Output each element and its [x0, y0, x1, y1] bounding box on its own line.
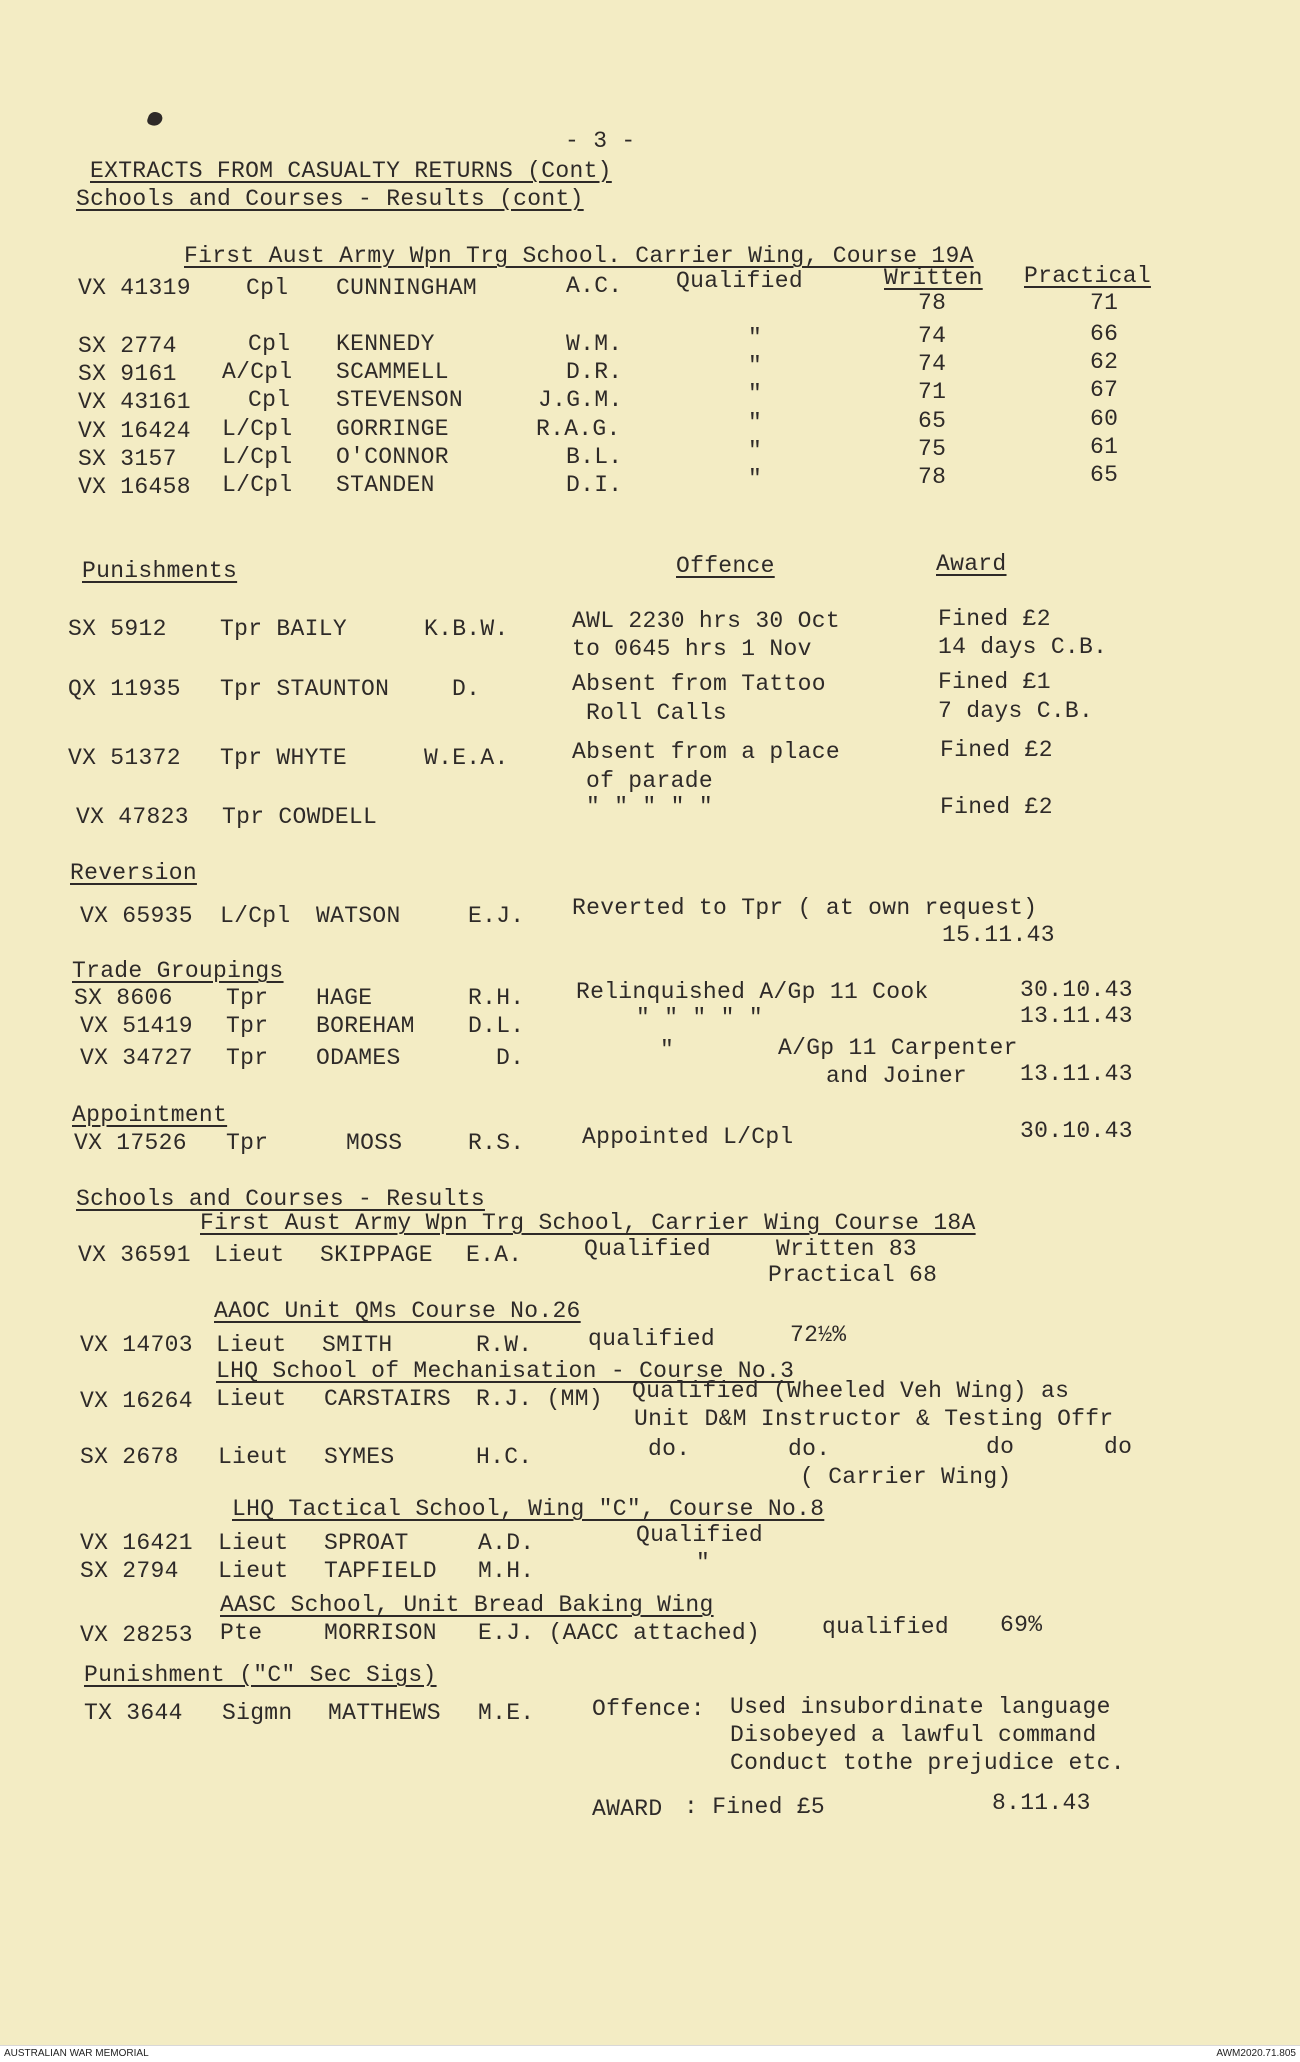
- surname: O'CONNOR: [336, 444, 449, 470]
- initials: A.D.: [478, 1530, 535, 1556]
- ditto: do.: [648, 1436, 691, 1462]
- result: Qualified: [584, 1236, 711, 1262]
- service-number: VX 17526: [74, 1130, 187, 1156]
- trade-text: A/Gp 11 Carpenter: [778, 1035, 1018, 1061]
- practical-score: 60: [1090, 406, 1119, 432]
- surname: SCAMMELL: [336, 359, 449, 385]
- trooper-name: Tpr BAILY: [220, 616, 347, 642]
- rank: Cpl: [246, 275, 289, 301]
- result: qualified: [588, 1326, 715, 1352]
- course-heading: AASC School, Unit Bread Baking Wing: [220, 1592, 714, 1618]
- result: ": [748, 353, 763, 379]
- rank: Tpr: [226, 1130, 269, 1156]
- appointment-heading: Appointment: [72, 1102, 228, 1128]
- offence: Disobeyed a lawful command: [730, 1722, 1097, 1748]
- result: Qualified: [636, 1522, 763, 1548]
- practical-score: 67: [1090, 377, 1119, 403]
- surname: BOREHAM: [316, 1013, 415, 1039]
- service-number: VX 34727: [80, 1045, 193, 1071]
- service-number: VX 16264: [80, 1388, 193, 1414]
- initials: M.H.: [478, 1558, 535, 1584]
- offence-label: Offence:: [592, 1696, 705, 1722]
- surname: GORRINGE: [336, 416, 449, 442]
- trade-text: and Joiner: [826, 1063, 968, 1089]
- service-number: QX 11935: [68, 676, 181, 702]
- trooper-name: Tpr COWDELL: [222, 804, 378, 830]
- written-score: 71: [918, 379, 947, 405]
- course-result-text: ( Carrier Wing): [800, 1464, 1012, 1490]
- award: 14 days C.B.: [938, 634, 1108, 660]
- rank: Tpr: [226, 1013, 269, 1039]
- practical-score: 61: [1090, 434, 1119, 460]
- practical-score: 71: [1090, 290, 1119, 316]
- written-score: 65: [918, 408, 947, 434]
- initials: W.M.: [566, 331, 623, 357]
- offence: of parade: [586, 768, 713, 794]
- course-heading: First Aust Army Wpn Trg School, Carrier Wing Course 18A: [200, 1210, 976, 1236]
- column-header-written: Written: [884, 265, 983, 291]
- surname: SPROAT: [324, 1530, 409, 1556]
- surname: CUNNINGHAM: [336, 275, 478, 301]
- service-number: VX 41319: [78, 275, 191, 301]
- surname: SYMES: [324, 1444, 395, 1470]
- offence: Conduct tothe prejudice etc.: [730, 1750, 1125, 1776]
- service-number: VX 65935: [80, 903, 193, 929]
- service-number: VX 36591: [78, 1242, 191, 1268]
- document-title: EXTRACTS FROM CASUALTY RETURNS (Cont): [90, 158, 612, 184]
- punishment-heading: Punishment ("C" Sec Sigs): [84, 1662, 437, 1688]
- rank: Lieut: [216, 1332, 287, 1358]
- award: : Fined £5: [684, 1794, 826, 1820]
- surname: WATSON: [316, 903, 401, 929]
- initials: R.W.: [476, 1332, 533, 1358]
- result: ": [748, 438, 763, 464]
- result: ": [696, 1550, 711, 1576]
- surname: ODAMES: [316, 1045, 401, 1071]
- rank: Lieut: [214, 1242, 285, 1268]
- rank: L/Cpl: [220, 903, 291, 929]
- surname: STEVENSON: [336, 387, 463, 413]
- initials: W.E.A.: [424, 745, 509, 771]
- trooper-name: Tpr STAUNTON: [220, 676, 390, 702]
- score: 69%: [1000, 1612, 1043, 1638]
- initials: E.J.: [468, 903, 525, 929]
- service-number: VX 16458: [78, 474, 191, 500]
- rank: Lieut: [216, 1386, 287, 1412]
- initials: R.J. (MM): [476, 1386, 603, 1412]
- trade-groupings-heading: Trade Groupings: [72, 958, 284, 984]
- archive-footer: [0, 2045, 1300, 2062]
- ditto: do: [986, 1434, 1015, 1460]
- offence: " " " " ": [586, 794, 713, 820]
- initials: R.A.G.: [536, 416, 621, 442]
- rank: Pte: [220, 1620, 263, 1646]
- column-header-result: Qualified: [676, 268, 803, 294]
- reversion-heading: Reversion: [70, 860, 197, 886]
- reversion-date: 15.11.43: [942, 922, 1055, 948]
- practical-score: 66: [1090, 321, 1119, 347]
- initials: R.H.: [468, 985, 525, 1011]
- result: ": [748, 466, 763, 492]
- initials: M.E.: [478, 1700, 535, 1726]
- rank: Tpr: [226, 1045, 269, 1071]
- initials: D.: [452, 676, 481, 702]
- surname: MOSS: [346, 1130, 403, 1156]
- initials: A.C.: [566, 273, 623, 299]
- rank: Lieut: [218, 1444, 289, 1470]
- service-number: VX 14703: [80, 1332, 193, 1358]
- column-header-practical: Practical: [1024, 263, 1151, 289]
- award-label: AWARD: [592, 1796, 663, 1822]
- trade-text: Relinquished A/Gp 11 Cook: [576, 979, 929, 1005]
- document-subtitle: Schools and Courses - Results (cont): [76, 186, 584, 212]
- course-result-text: Unit D&M Instructor & Testing Offr: [634, 1406, 1114, 1432]
- punishments-heading: Punishments: [82, 558, 238, 584]
- result: ": [748, 410, 763, 436]
- award-date: 8.11.43: [992, 1790, 1091, 1816]
- trade-text: ": [660, 1037, 675, 1063]
- service-number: SX 2794: [80, 1558, 179, 1584]
- reversion-text: Reverted to Tpr ( at own request): [572, 895, 1038, 921]
- trooper-name: Tpr WHYTE: [220, 745, 347, 771]
- initials: D.I.: [566, 472, 623, 498]
- offence: Roll Calls: [586, 700, 728, 726]
- ink-mark: [146, 110, 164, 128]
- trade-date: 30.10.43: [1020, 977, 1133, 1003]
- initials: K.B.W.: [424, 616, 509, 642]
- practical-score: Practical 68: [768, 1262, 938, 1288]
- score: 72½%: [790, 1322, 847, 1348]
- appointment-text: Appointed L/Cpl: [582, 1124, 794, 1150]
- written-score: 78: [918, 290, 947, 316]
- course-heading: LHQ Tactical School, Wing "C", Course No.8: [232, 1496, 825, 1522]
- initials: D.L.: [468, 1013, 525, 1039]
- surname: STANDEN: [336, 472, 435, 498]
- surname: TAPFIELD: [324, 1558, 437, 1584]
- course-heading: LHQ School of Mechanisation - Course No.3: [216, 1358, 795, 1384]
- rank: Sigmn: [222, 1700, 293, 1726]
- result: ": [748, 381, 763, 407]
- column-header-offence: Offence: [676, 553, 775, 579]
- course-heading: First Aust Army Wpn Trg School. Carrier Wing, Course 19A: [184, 243, 974, 269]
- written-score: 75: [918, 436, 947, 462]
- award: 7 days C.B.: [938, 698, 1094, 724]
- appointment-date: 30.10.43: [1020, 1118, 1133, 1144]
- service-number: SX 2774: [78, 333, 177, 359]
- service-number: SX 2678: [80, 1444, 179, 1470]
- rank: L/Cpl: [222, 444, 293, 470]
- service-number: VX 47823: [76, 804, 189, 830]
- offence: Used insubordinate language: [730, 1694, 1111, 1720]
- initials: E.A.: [466, 1242, 523, 1268]
- result: qualified: [822, 1614, 949, 1640]
- rank: A/Cpl: [222, 359, 293, 385]
- course-heading: AAOC Unit QMs Course No.26: [214, 1298, 581, 1324]
- schools-heading: Schools and Courses - Results: [76, 1186, 485, 1212]
- trade-date: 13.11.43: [1020, 1003, 1133, 1029]
- award: Fined £2: [938, 606, 1051, 632]
- written-score: 74: [918, 351, 947, 377]
- offence: AWL 2230 hrs 30 Oct: [572, 608, 840, 634]
- service-number: VX 43161: [78, 389, 191, 415]
- rank: L/Cpl: [222, 472, 293, 498]
- offence: to 0645 hrs 1 Nov: [572, 636, 812, 662]
- award: Fined £2: [940, 794, 1053, 820]
- rank: Lieut: [218, 1558, 289, 1584]
- service-number: VX 51372: [68, 745, 181, 771]
- rank: L/Cpl: [222, 416, 293, 442]
- initials: J.G.M.: [538, 387, 623, 413]
- offence: Absent from a place: [572, 739, 840, 765]
- service-number: SX 5912: [68, 616, 167, 642]
- initials: E.J. (AACC attached): [478, 1620, 761, 1646]
- service-number: SX 9161: [78, 361, 177, 387]
- rank: Lieut: [218, 1530, 289, 1556]
- page-number: - 3 -: [565, 128, 636, 154]
- written-score: Written 83: [776, 1236, 918, 1262]
- result: ": [748, 325, 763, 351]
- service-number: SX 3157: [78, 446, 177, 472]
- service-number: VX 16424: [78, 418, 191, 444]
- surname: MATTHEWS: [328, 1700, 441, 1726]
- offence: Absent from Tattoo: [572, 671, 826, 697]
- rank: Cpl: [248, 331, 291, 357]
- service-number: VX 28253: [80, 1622, 193, 1648]
- initials: H.C.: [476, 1444, 533, 1470]
- surname: SKIPPAGE: [320, 1242, 433, 1268]
- course-result-text: Qualified (Wheeled Veh Wing) as: [632, 1378, 1070, 1404]
- award: Fined £1: [938, 669, 1051, 695]
- initials: R.S.: [468, 1130, 525, 1156]
- initials: D.R.: [566, 359, 623, 385]
- initials: D.: [496, 1045, 525, 1071]
- surname: KENNEDY: [336, 331, 435, 357]
- surname: MORRISON: [324, 1620, 437, 1646]
- initials: B.L.: [566, 444, 623, 470]
- award: Fined £2: [940, 737, 1053, 763]
- footer-reference: AWM2020.71.805: [1216, 2048, 1296, 2059]
- written-score: 78: [918, 464, 947, 490]
- surname: CARSTAIRS: [324, 1386, 451, 1412]
- practical-score: 65: [1090, 462, 1119, 488]
- rank: Tpr: [226, 985, 269, 1011]
- written-score: 74: [918, 323, 947, 349]
- footer-institution: AUSTRALIAN WAR MEMORIAL: [4, 2048, 149, 2059]
- ditto: do.: [788, 1436, 831, 1462]
- surname: SMITH: [322, 1332, 393, 1358]
- column-header-award: Award: [936, 551, 1007, 577]
- trade-text: " " " " ": [636, 1005, 763, 1031]
- practical-score: 62: [1090, 349, 1119, 375]
- surname: HAGE: [316, 985, 373, 1011]
- ditto: do: [1104, 1434, 1133, 1460]
- service-number: SX 8606: [74, 985, 173, 1011]
- service-number: VX 16421: [80, 1530, 193, 1556]
- trade-date: 13.11.43: [1020, 1061, 1133, 1087]
- service-number: VX 51419: [80, 1013, 193, 1039]
- rank: Cpl: [248, 387, 291, 413]
- service-number: TX 3644: [84, 1700, 183, 1726]
